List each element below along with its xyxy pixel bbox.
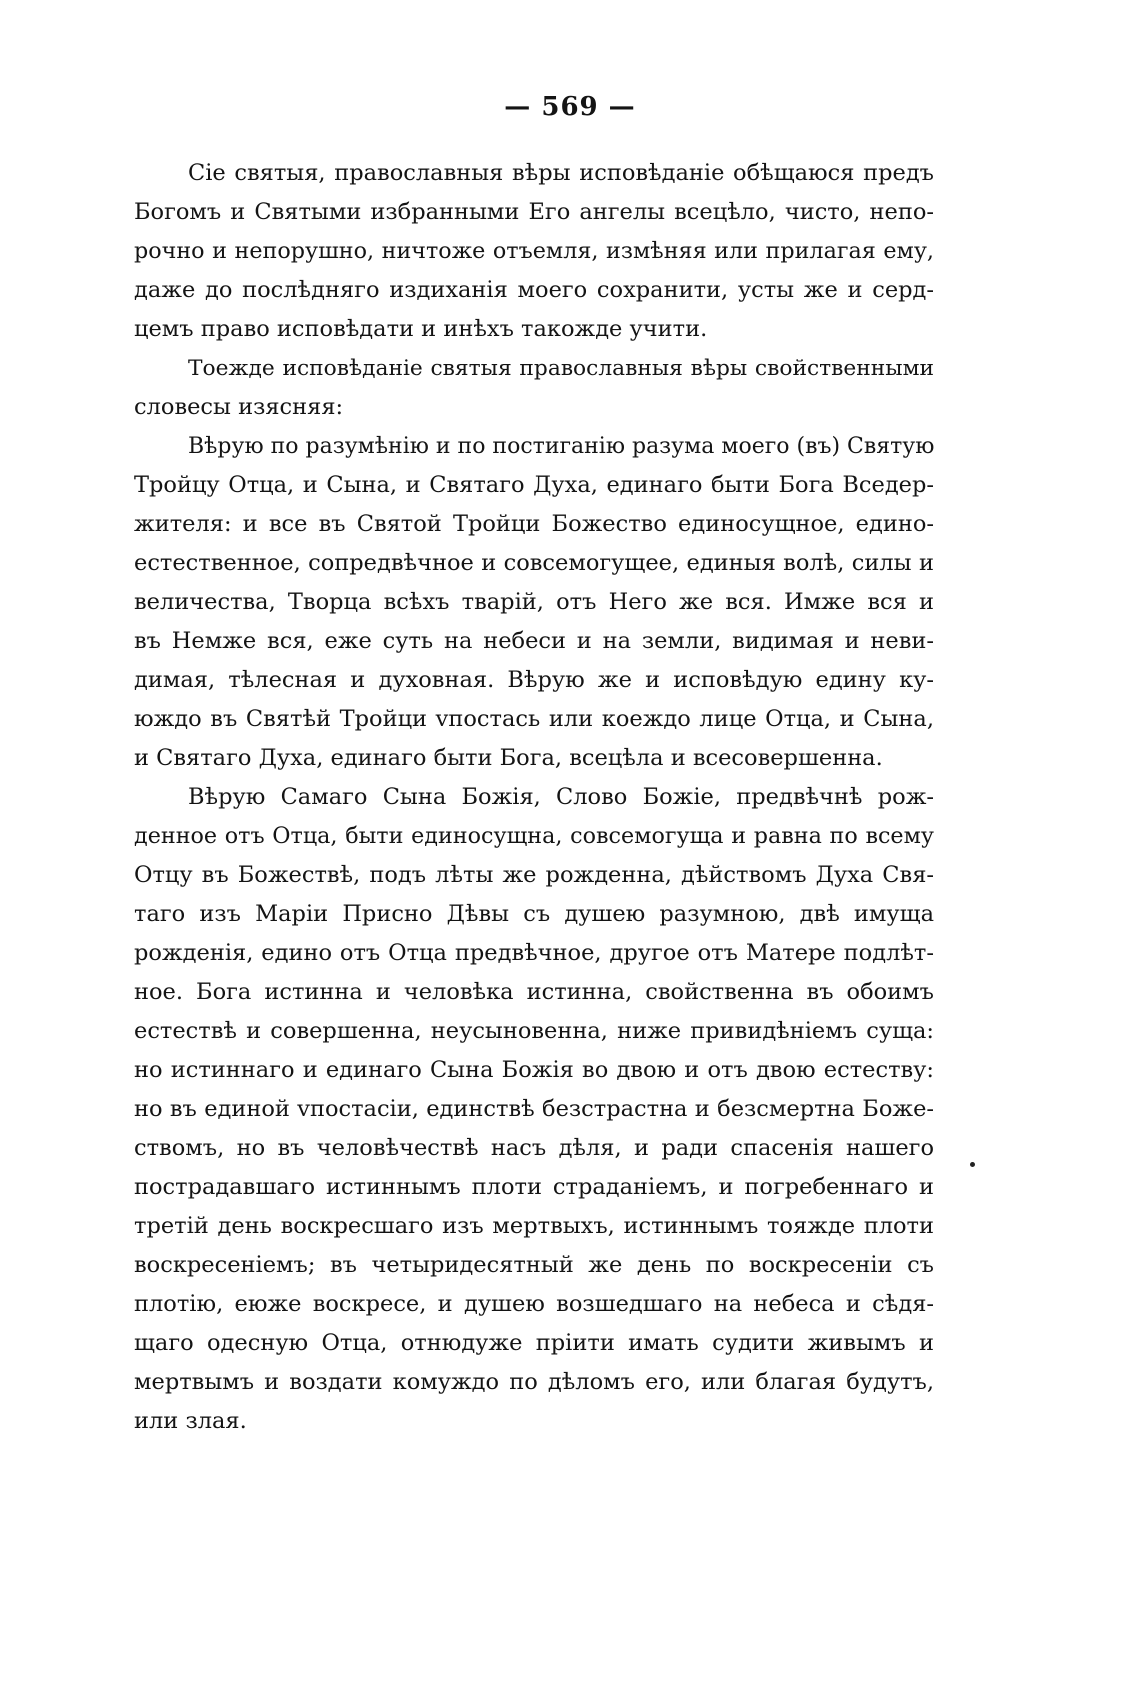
text-line: рочно и непорушно, ничтоже отъемля, измѣняя или прилагая ему, xyxy=(134,238,934,264)
text-line: естественное, сопредвѣчное и совсемогущее, единыя волѣ, силы и xyxy=(134,550,934,576)
text-line: Тоежде исповѣданіе святыя православныя вѣры свойственными xyxy=(188,356,934,381)
margin-dot xyxy=(970,1162,975,1167)
text-line: словесы изясняя: xyxy=(134,394,344,420)
paragraph xyxy=(134,427,934,778)
text-line: денное отъ Отца, быти единосущна, совсемогуща и равна по всему xyxy=(134,823,934,849)
text-line: таго изъ Маріи Присно Дѣвы съ душею разумною, двѣ имуща xyxy=(134,901,934,927)
text-line: или злая. xyxy=(134,1408,247,1434)
text-line: щаго одесную Отца, отнюдуже пріити имать судити живымъ и xyxy=(134,1330,934,1356)
text-line: жителя: и все въ Святой Тройци Божество единосущное, едино- xyxy=(134,511,934,537)
text-line: Вѣрую Самаго Сына Божія, Слово Божіе, предвѣчнѣ рож- xyxy=(188,784,934,810)
text-line: димая, тѣлесная и духовная. Вѣрую же и исповѣдую едину ку- xyxy=(134,667,934,693)
text-line: третій день воскресшаго изъ мертвыхъ, истиннымъ тояжде плоти xyxy=(134,1213,934,1239)
text-line: цемъ право исповѣдати и инѣхъ такожде учити. xyxy=(134,316,708,342)
text-line: даже до послѣдняго издиханія моего сохранити, усты же и серд- xyxy=(134,277,934,303)
text-line: Вѣрую по разумѣнію и по постиганію разума моего (въ) Святую xyxy=(188,434,934,459)
text-line: и Святаго Духа, единаго быти Бога, всецѣла и всесовершенна. xyxy=(134,745,883,771)
text-line: воскресеніемъ; въ четыридесятный же день по воскресеніи съ xyxy=(134,1252,934,1278)
text-line: Сіе святыя, православныя вѣры исповѣданіе обѣщаюся предъ xyxy=(188,160,934,186)
text-line: въ Немже вся, еже суть на небеси и на земли, видимая и неви- xyxy=(134,628,934,654)
text-line: но истиннаго и единаго Сына Божія во двою и отъ двою естеству: xyxy=(134,1057,934,1083)
text-line: естествѣ и совершенна, неусыновенна, ниже привидѣніемъ суща: xyxy=(134,1018,934,1044)
text-line: ное. Бога истинна и человѣка истинна, свойственна въ обоимъ xyxy=(134,979,934,1005)
text-line: рожденія, едино отъ Отца предвѣчное, другое отъ Матере подлѣт- xyxy=(134,940,934,966)
text-line: Богомъ и Святыми избранными Его ангелы всецѣло, чисто, непо- xyxy=(134,199,934,225)
text-line: юждо въ Святѣй Тройци vпостась или коеждо лице Отца, и Сына, xyxy=(134,706,934,732)
paragraph xyxy=(134,349,934,427)
text-line: но въ единой vпостасіи, единствѣ безстрастна и безсмертна Боже- xyxy=(134,1096,934,1122)
text-line: плотію, еюже воскресе, и душею возшедшаго на небеса и сѣдя- xyxy=(134,1291,934,1317)
body-text xyxy=(134,154,934,1441)
paragraph xyxy=(134,154,934,349)
text-line: мертвымъ и воздати комуждо по дѣломъ его, или благая будутъ, xyxy=(134,1369,934,1395)
page-number: — 569 — xyxy=(504,92,636,122)
text-line: Тройцу Отца, и Сына, и Святаго Духа, единаго быти Бога Вседер- xyxy=(134,472,934,498)
text-line: пострадавшаго истиннымъ плоти страданіемъ, и погребеннаго и xyxy=(134,1174,934,1200)
text-line: ствомъ, но въ человѣчествѣ насъ дѣля, и ради спасенія нашего xyxy=(134,1135,934,1161)
text-line: Отцу въ Божествѣ, подъ лѣты же рожденна, дѣйствомъ Духа Свя- xyxy=(134,862,934,888)
paragraph xyxy=(134,778,934,1441)
text-line: величества, Творца всѣхъ тварій, отъ Него же вся. Имже вся и xyxy=(134,589,934,615)
